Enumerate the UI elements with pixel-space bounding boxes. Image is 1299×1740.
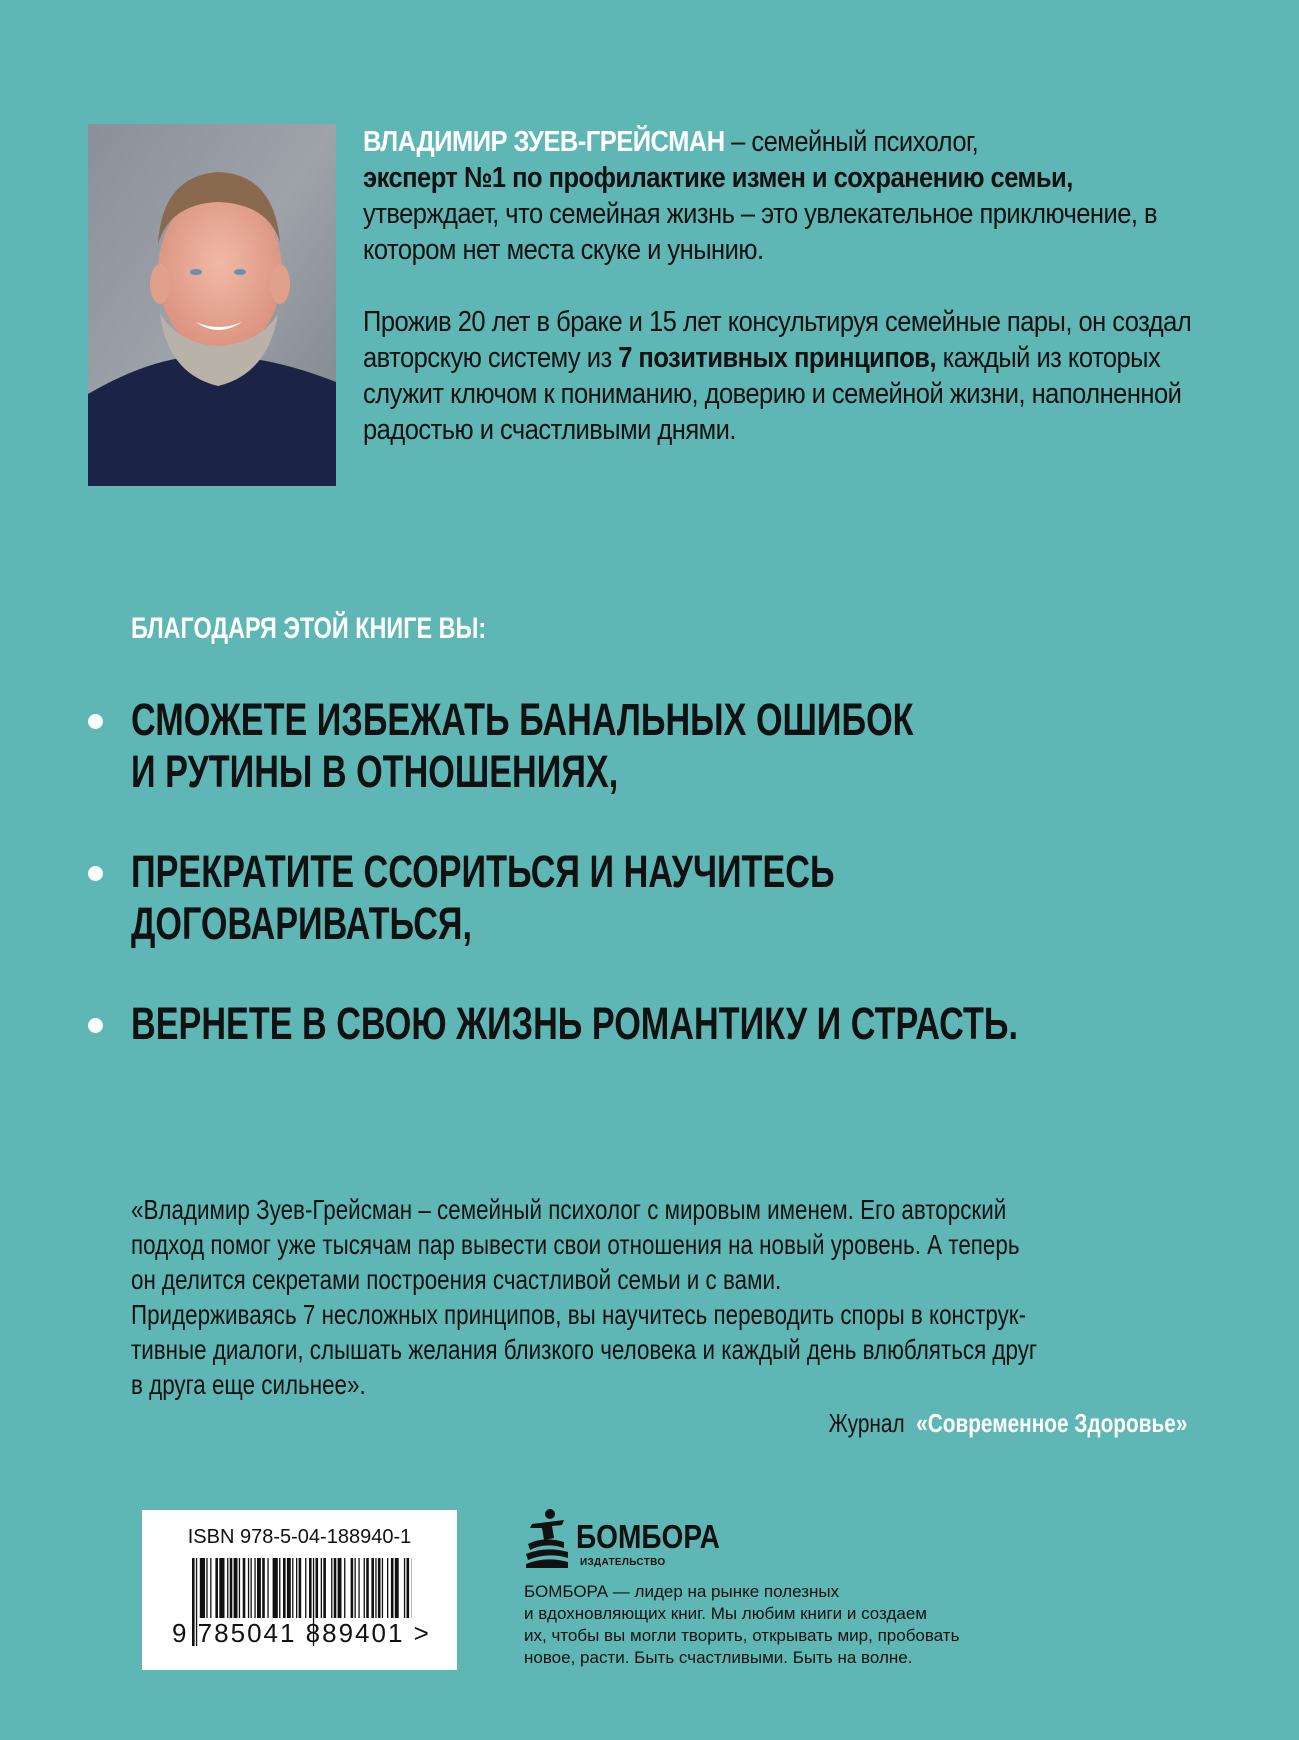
- benefits-heading: БЛАГОДАРЯ ЭТОЙ КНИГЕ ВЫ:: [131, 612, 487, 645]
- author-name: ВЛАДИМИР ЗУЕВ-ГРЕЙСМАН: [363, 126, 725, 158]
- publisher-description-line: новое, расти. Быть счастливыми. Быть на волне.: [524, 1648, 913, 1667]
- principles-description: каждый из которых служит ключом к пониманию, доверию и семейной жизни, наполненной радостью и счастливыми днями.: [363, 342, 1182, 446]
- source-magazine: «Современное Здоровье»: [915, 1408, 1187, 1438]
- quote-line: Придерживаясь 7 несложных принципов, вы научитесь переводить споры в конструк-: [131, 1299, 1027, 1330]
- bullet-dot-icon: [88, 714, 103, 729]
- author-claim: утверждает, что семейная жизнь – это увлекательное приключение, в котором нет места скуке и унынию.: [363, 198, 1158, 266]
- benefit-line: ВЕРНЕТЕ В СВОЮ ЖИЗНЬ РОМАНТИКУ И СТРАСТЬ.: [131, 998, 1018, 1049]
- benefit-line: ПРЕКРАТИТЕ ССОРИТЬСЯ И НАУЧИТЕСЬ: [131, 846, 835, 897]
- publisher-subtitle: ИЗДАТЕЛЬСТВО: [580, 1557, 666, 1568]
- publisher-description-line: их, чтобы вы могли творить, открывать мир, пробовать: [524, 1626, 960, 1645]
- publisher-description: [524, 1581, 1024, 1669]
- author-bio-paragraph-1: [363, 124, 1203, 268]
- quote-line: тивные диалоги, слышать желания близкого человека и каждый день влюбляться друг: [131, 1334, 1038, 1365]
- author-experience: Прожив 20 лет в браке и 15 лет консультируя семейные пары, он создал авторскую систему из: [363, 306, 1192, 374]
- benefit-item: [88, 694, 1188, 798]
- benefit-item: [88, 998, 1299, 1050]
- author-expertise: эксперт №1 по профилактике измен и сохранению семьи,: [363, 162, 1073, 194]
- publisher-description-line: БОМБОРА — лидер на рынке полезных: [524, 1582, 840, 1601]
- benefit-line: И РУТИНЫ В ОТНОШЕНИЯХ,: [131, 746, 619, 797]
- author-bio-paragraph-2: [363, 304, 1203, 448]
- publisher-surfer-icon: [524, 1508, 570, 1568]
- publisher-description-line: и вдохновляющих книг. Мы любим книги и создаем: [524, 1604, 927, 1623]
- quote-line: «Владимир Зуев-Грейсман – семейный психолог с мировым именем. Его авторский: [131, 1194, 1007, 1225]
- quote-source: [828, 1408, 1187, 1439]
- quote-line: в друга еще сильнее».: [131, 1369, 366, 1400]
- bullet-dot-icon: [88, 866, 103, 881]
- source-prefix: Журнал: [828, 1408, 905, 1438]
- barcode-digits: 9 785041 889401 >: [172, 1618, 431, 1648]
- isbn-label: ISBN 978-5-04-188940-1: [187, 1526, 412, 1548]
- isbn-barcode-box: [142, 1510, 457, 1670]
- quote-line: он делится секретами построения счастливой семьи и с вами.: [131, 1264, 782, 1295]
- author-photo: [88, 124, 336, 486]
- principles-highlight: 7 позитивных принципов,: [618, 342, 937, 374]
- benefit-line: СМОЖЕТЕ ИЗБЕЖАТЬ БАНАЛЬНЫХ ОШИБОК: [131, 694, 914, 745]
- bullet-dot-icon: [88, 1018, 103, 1033]
- publisher-name: БОМБОРА: [576, 1518, 720, 1555]
- benefit-item: [88, 846, 1299, 950]
- author-bio: [363, 124, 1203, 484]
- review-quote: [131, 1192, 1203, 1402]
- quote-line: подход помог уже тысячам пар вывести свои отношения на новый уровень. А теперь: [131, 1229, 1020, 1260]
- author-role: – семейный психолог,: [724, 126, 979, 158]
- benefit-line: ДОГОВАРИВАТЬСЯ,: [131, 898, 472, 949]
- benefits-list: [88, 694, 1188, 858]
